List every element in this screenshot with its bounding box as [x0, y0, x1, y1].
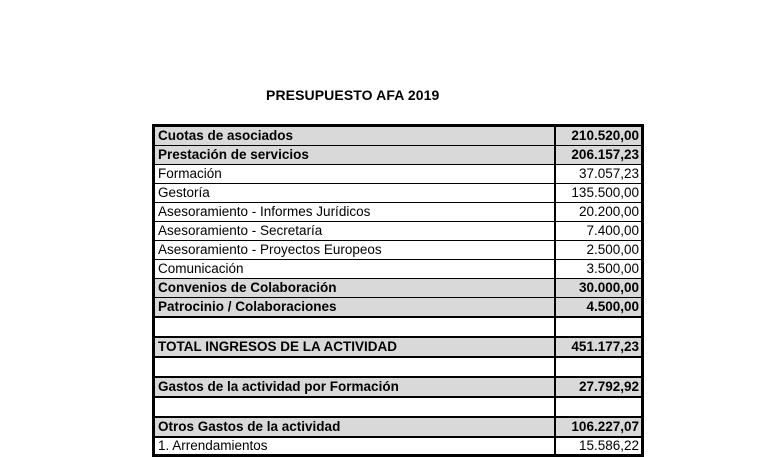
budget-row — [154, 437, 643, 456]
row-label: Convenios de Colaboración — [154, 279, 556, 298]
row-amount — [555, 357, 643, 377]
row-label — [154, 357, 556, 377]
row-amount: 4.500,00 — [555, 298, 643, 318]
row-amount: 37.057,23 — [555, 165, 643, 184]
budget-row — [154, 241, 643, 260]
row-amount: 7.400,00 — [555, 222, 643, 241]
row-label: Asesoramiento - Secretaría — [154, 222, 556, 241]
row-label: Gastos de la actividad por Formación — [154, 377, 556, 397]
row-amount: 2.500,00 — [555, 241, 643, 260]
budget-table — [152, 124, 644, 457]
budget-row — [154, 417, 643, 437]
spacer-row — [154, 317, 643, 337]
row-label: Gestoría — [154, 184, 556, 203]
row-label: Otros Gastos de la actividad — [154, 417, 556, 437]
row-label — [154, 397, 556, 417]
row-label: 1. Arrendamientos — [154, 437, 556, 456]
budget-row — [154, 184, 643, 203]
budget-row — [154, 279, 643, 298]
row-label: Patrocinio / Colaboraciones — [154, 298, 556, 318]
budget-row — [154, 165, 643, 184]
row-amount: 210.520,00 — [555, 126, 643, 146]
row-label: Prestación de servicios — [154, 146, 556, 165]
budget-row — [154, 126, 643, 146]
spacer-row — [154, 357, 643, 377]
row-amount: 135.500,00 — [555, 184, 643, 203]
budget-row — [154, 260, 643, 279]
row-label: Asesoramiento - Informes Jurídicos — [154, 203, 556, 222]
row-amount: 20.200,00 — [555, 203, 643, 222]
row-amount — [555, 397, 643, 417]
spacer-row — [154, 397, 643, 417]
budget-table-body — [154, 126, 643, 456]
row-label — [154, 317, 556, 337]
row-amount: 15.586,22 — [555, 437, 643, 456]
row-amount: 206.157,23 — [555, 146, 643, 165]
row-amount: 3.500,00 — [555, 260, 643, 279]
row-label: Comunicación — [154, 260, 556, 279]
row-amount — [555, 317, 643, 337]
row-label: Formación — [154, 165, 556, 184]
document-title: PRESUPUESTO AFA 2019 — [266, 87, 440, 103]
row-label: Asesoramiento - Proyectos Europeos — [154, 241, 556, 260]
budget-row — [154, 298, 643, 318]
row-amount: 106.227,07 — [555, 417, 643, 437]
row-label: TOTAL INGRESOS DE LA ACTIVIDAD — [154, 337, 556, 357]
budget-row — [154, 222, 643, 241]
budget-row — [154, 146, 643, 165]
row-amount: 451.177,23 — [555, 337, 643, 357]
budget-row — [154, 203, 643, 222]
budget-row — [154, 377, 643, 397]
budget-row — [154, 337, 643, 357]
row-label: Cuotas de asociados — [154, 126, 556, 146]
row-amount: 27.792,92 — [555, 377, 643, 397]
row-amount: 30.000,00 — [555, 279, 643, 298]
